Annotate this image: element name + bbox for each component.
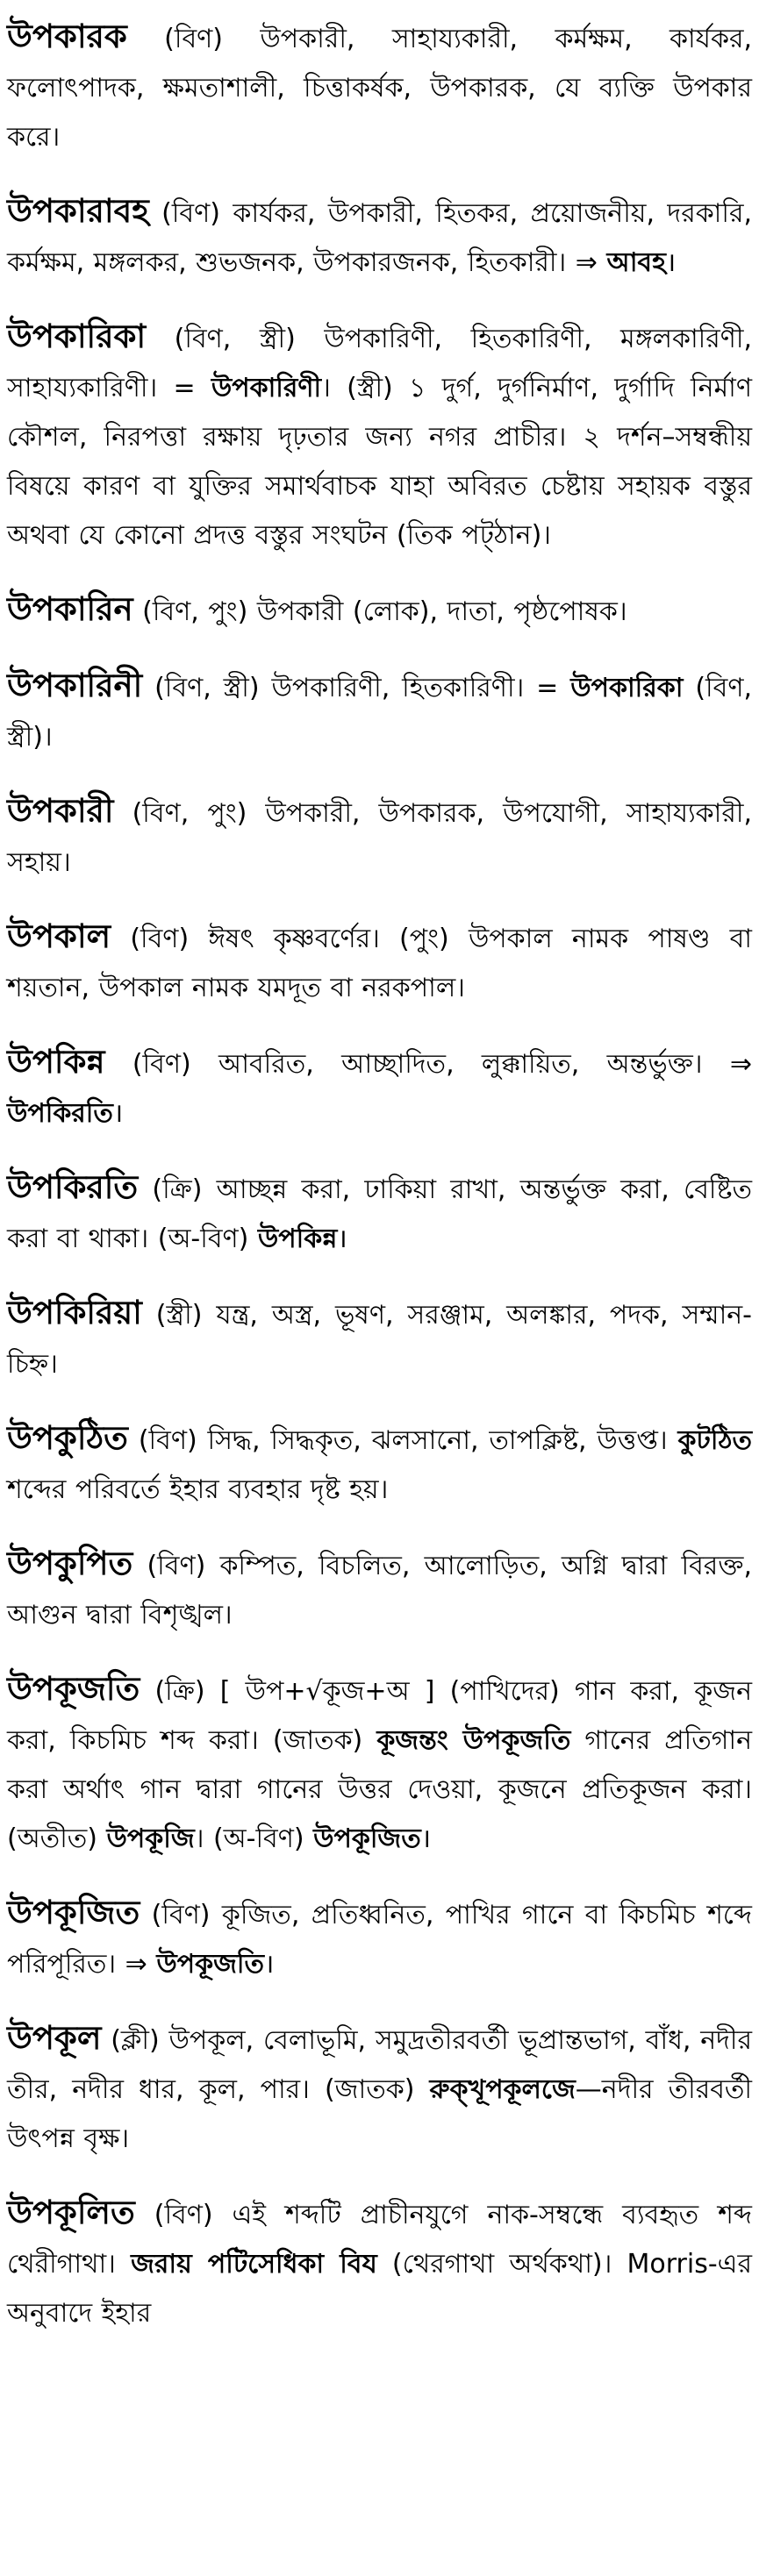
dictionary-entry — [7, 2188, 752, 2338]
dictionary-entry — [7, 585, 752, 637]
entry-headword: উপকূল — [7, 2019, 102, 2057]
definition-text: (ক্রি) [ উপ+√কূজ+অ ] (পাখিদের) গান করা, কূজন করা, কিচমিচ শব্দ করা। (জাতক) — [7, 1676, 752, 1756]
cross-reference-term: উপকিরতি — [7, 1098, 113, 1129]
entry-definition — [7, 2025, 752, 2154]
definition-text: । — [264, 1949, 275, 1980]
entry-headword: উপকারিনী — [7, 667, 143, 704]
definition-text: । — [420, 1823, 432, 1854]
definition-text: । — [665, 247, 677, 278]
dictionary-entry — [7, 312, 752, 560]
dictionary-entry — [7, 661, 752, 762]
cross-reference-term: উপকূজতি — [156, 1949, 265, 1980]
dictionary-entry — [7, 1038, 752, 1138]
definition-text: গানের প্রতিগান করা অর্থাৎ গান দ্বারা গানের উত্তর দেওয়া, কূজনে প্রতিকূজন করা। (অতীত) — [7, 1725, 753, 1854]
definition-text: (বিণ) উপকারী, সাহায্যকারী, কর্মক্ষম, কার্যকর, ফলোৎপাদক, ক্ষমতাশালী, চিত্তাকর্ষক, উপকারক, যে ব্যক্তি উপকার করে। — [7, 24, 752, 153]
entry-headword: উপকিরিয়া — [7, 1294, 142, 1331]
entry-headword: উপকূলিত — [7, 2194, 135, 2231]
entry-headword: উপকূজতি — [7, 1670, 140, 1708]
definition-text: (বিণ, স্ত্রী) উপকারিণী, হিতকারিণী। = — [142, 673, 571, 703]
cross-reference-term: উপকারিকা — [570, 673, 684, 703]
cross-reference-term: উপকূজি — [106, 1823, 195, 1854]
entry-definition — [7, 798, 752, 878]
dictionary-entry — [7, 1888, 752, 1989]
dictionary-entry — [7, 12, 752, 162]
cross-reference-term: উপকূজিত — [313, 1823, 421, 1854]
entry-headword: উপকারী — [7, 792, 114, 830]
entry-headword: উপকুপিত — [7, 1545, 133, 1582]
cross-reference-term: উপকিন্ন — [257, 1224, 338, 1254]
entry-headword: উপকারাবহ — [7, 192, 149, 230]
entry-definition — [7, 324, 752, 551]
definition-text: (বিণ) আবরিত, আচ্ছাদিত, লুক্কায়িত, অন্তর্ভুক্ত। ⇒ — [104, 1049, 752, 1080]
definition-text: শব্দের পরিবর্তে ইহার ব্যবহার দৃষ্ট হয়। — [7, 1474, 389, 1505]
cross-reference-term: কুটঠিত — [677, 1425, 752, 1456]
definition-text: (বিণ) কার্যকর, উপকারী, হিতকর, প্রয়োজনীয়, দরকারি, কর্মক্ষম, মঙ্গলকর, শুভজনক, উপকারজনক, হিতকারী। ⇒ — [7, 198, 752, 278]
definition-text: (বিণ) কম্পিত, বিচলিত, আলোড়িত, অগ্নি দ্বারা বিরক্ত, আগুন দ্বারা বিশৃঙ্খল। — [7, 1551, 752, 1631]
definition-text: (বিণ) ঈষৎ কৃষ্ণবর্ণের। (পুং) উপকাল নামক পাষণ্ড বা শয়তান, উপকাল নামক যমদূত বা নরকপাল। — [7, 924, 752, 1003]
definition-text: (থেরগাথা অর্থকথা)। Morris-এর অনুবাদে ইহার — [7, 2249, 753, 2329]
dictionary-entry — [7, 787, 752, 888]
definition-text: (ক্রি) আচ্ছন্ন করা, ঢাকিয়া রাখা, অন্তর্ভুক্ত করা, বেষ্টিত করা বা থাকা। (অ-বিণ) — [7, 1174, 752, 1254]
dictionary-entry — [7, 1414, 752, 1515]
definition-text: । — [337, 1224, 347, 1254]
cross-reference-term: রুক্‌খূপকূলজে — [429, 2074, 576, 2105]
definition-text: (বিণ, পুং) উপকারী, উপকারক, উপযোগী, সাহায্যকারী, সহায়। — [7, 798, 752, 878]
definition-text: (বিণ) কূজিত, প্রতিধ্বনিত, পাখির গানে বা কিচমিচ শব্দে পরিপূরিত। ⇒ — [7, 1900, 752, 1980]
entry-headword: উপকিরতি — [7, 1168, 139, 1206]
definition-text: । (স্ত্রী) ১ দুর্গ, দুর্গনির্মাণ, দুর্গাদি নির্মাণ কৌশল, নিরপত্তা রক্ষায় দৃঢ়তার জন্য নগর প্রাচীর। ২ দর্শন–সম্বন্ধীয় বিষয়ে কারণ বা যুক্তির সমার্থবাচক যাহা অবিরত চেষ্টায় সহায়ক বস্তুর অথবা যে কোনো প্রদত্ত বস্তুর সংঘটন (তিক পট্‌ঠান)। — [7, 373, 752, 551]
definition-text: (স্ত্রী) যন্ত্র, অস্ত্র, ভূষণ, সরঞ্জাম, অলঙ্কার, পদক, সম্মান-চিহ্ন। — [7, 1300, 752, 1380]
entry-definition — [133, 596, 627, 627]
dictionary-entry — [7, 187, 752, 288]
dictionary-entry — [7, 1288, 752, 1389]
definition-text: (ক্লী) উপকূল, বেলাভূমি, সমুদ্রতীরবর্তী ভূপ্রান্তভাগ, বাঁধ, নদীর তীর, নদীর ধার, কূল, পার। (জাতক) — [7, 2025, 752, 2105]
definition-text: (বিণ, পুং) উপকারী (লোক), দাতা, পৃষ্ঠপোষক। — [132, 596, 627, 627]
definition-text: (বিণ, স্ত্রী)। — [7, 673, 752, 753]
dictionary-entry — [7, 1163, 752, 1264]
cross-reference-term: আবহ — [606, 247, 666, 278]
definition-text: । (অ-বিণ) — [194, 1823, 314, 1854]
cross-reference-term: জরায় পটিসেধিকা বিয — [131, 2249, 377, 2280]
cross-reference-term: উপকারিণী — [211, 373, 322, 403]
dictionary-entry — [7, 912, 752, 1013]
definition-text: (বিণ) সিদ্ধ, সিদ্ধকৃত, ঝলসানো, তাপক্লিষ্ট, উত্তপ্ত। — [127, 1425, 678, 1456]
dictionary-entry — [7, 2014, 752, 2164]
cross-reference-term: কূজন্তং উপকূজতি — [376, 1725, 571, 1756]
entry-headword: উপকারক — [7, 18, 127, 55]
entry-headword: উপকূজিত — [7, 1894, 140, 1931]
definition-text: (বিণ) এই শব্দটি প্রাচীনযুগে নাক-সম্বন্ধে ব্যবহৃত শব্দ থেরীগাথা। — [7, 2200, 752, 2280]
entry-headword: উপকারিন — [7, 590, 133, 628]
dictionary-entry — [7, 1665, 752, 1864]
entry-definition — [7, 924, 752, 1003]
dictionary-entry — [7, 1539, 752, 1640]
definition-text: —নদীর তীরবর্তী উৎপন্ন বৃক্ষ। — [7, 2074, 753, 2154]
definition-text: । — [112, 1098, 124, 1129]
entry-headword: উপকিন্ন — [7, 1043, 105, 1081]
definition-text: (বিণ, স্ত্রী) উপকারিণী, হিতকারিণী, মঙ্গলকারিণী, সাহায্যকারিণী। = — [7, 324, 752, 403]
entry-headword: উপকুঠিত — [7, 1419, 128, 1457]
entry-headword: উপকাল — [7, 917, 111, 955]
entry-headword: উপকারিকা — [7, 318, 147, 355]
entry-definition — [7, 1049, 752, 1129]
